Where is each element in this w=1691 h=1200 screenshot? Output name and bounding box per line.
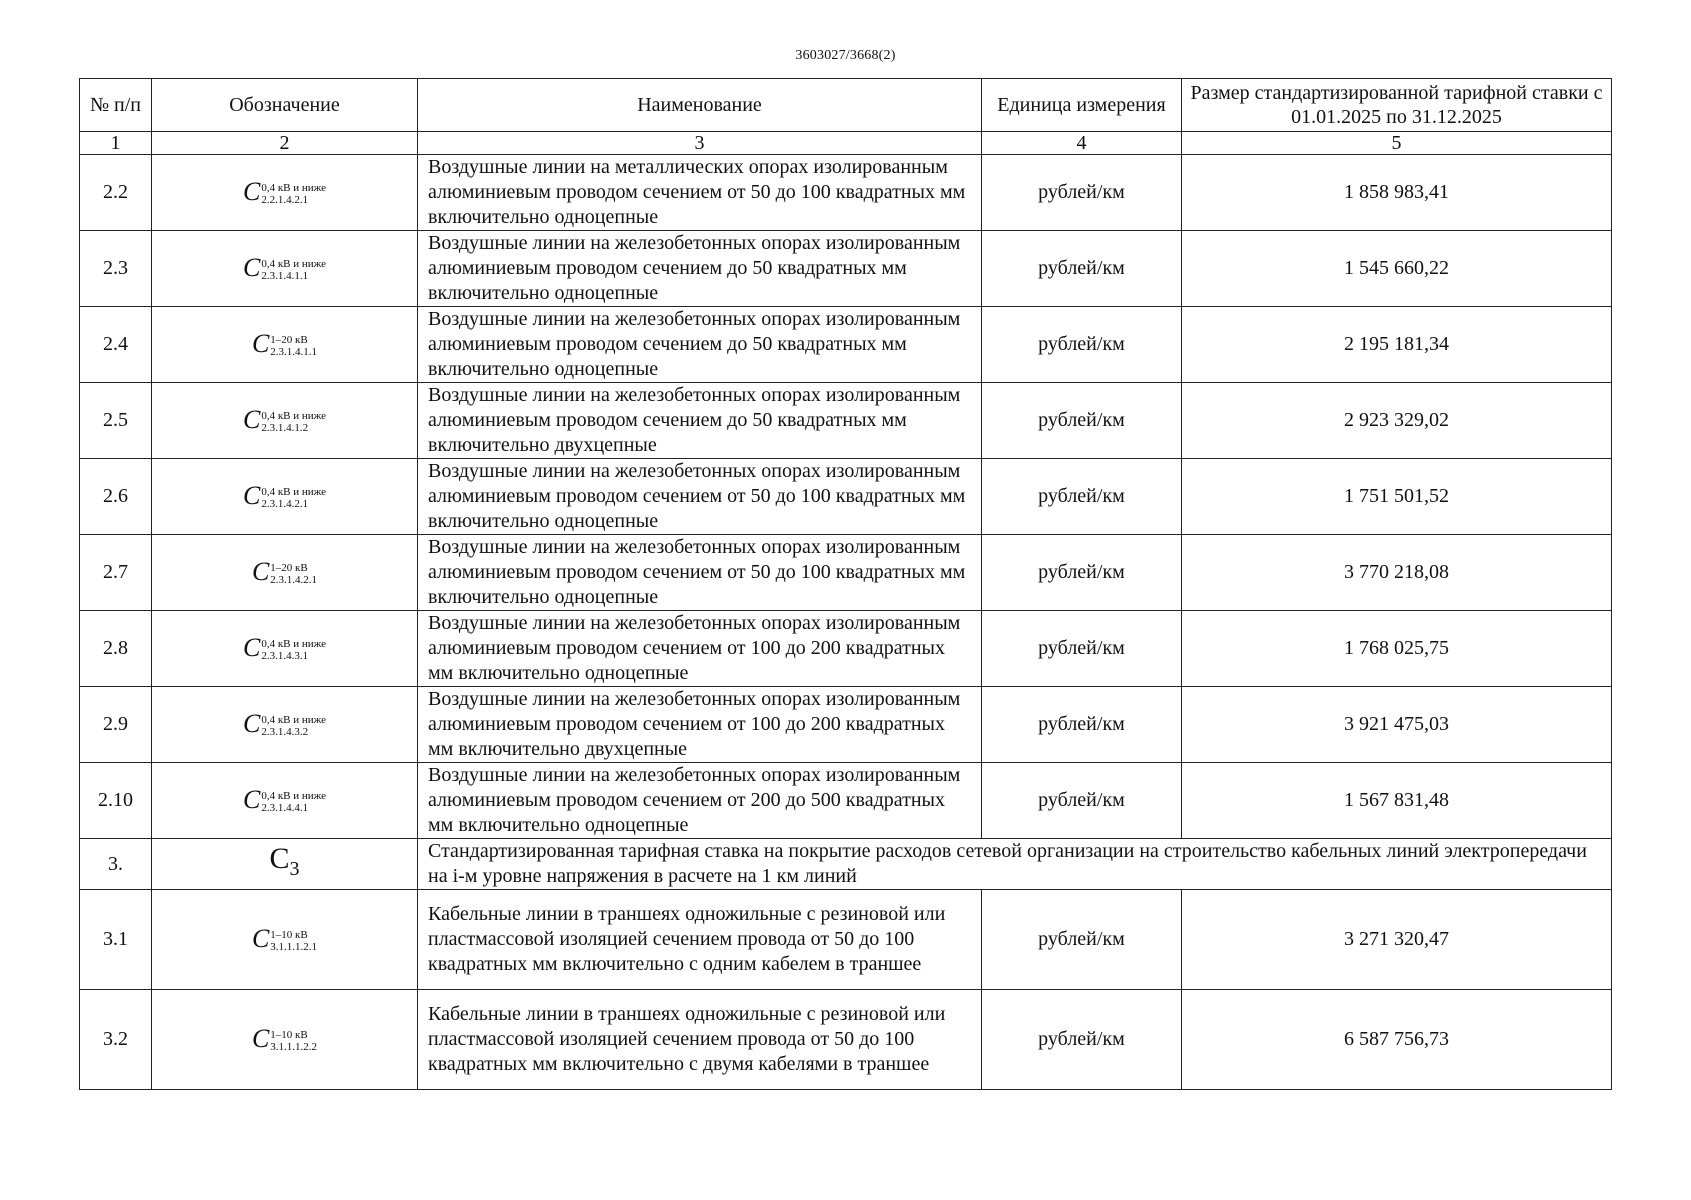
row-number: 2.4	[80, 307, 152, 383]
symbol-superscript: 1–10 кВ	[270, 928, 308, 941]
table-row	[80, 990, 1612, 1090]
row-value: 3 271 320,47	[1182, 890, 1612, 990]
row-unit: рублей/км	[982, 990, 1182, 1090]
symbol-superscript: 0,4 кВ и ниже	[261, 409, 327, 422]
symbol-subscript: 2.3.1.4.3.2	[261, 725, 309, 738]
symbol-base: C	[242, 404, 261, 434]
row-name: Воздушные линии на железобетонных опорах изолированным алюминиевым проводом сечением от 200 до 500 квадратных мм включительно одноцепные	[418, 763, 982, 839]
table-row	[80, 155, 1612, 231]
tariff-symbol	[243, 405, 326, 434]
designation-cell	[152, 990, 418, 1090]
symbol-indices	[261, 410, 326, 434]
table-row	[80, 611, 1612, 687]
row-value: 6 587 756,73	[1182, 990, 1612, 1090]
designation-cell	[152, 535, 418, 611]
symbol-subscript: 2.3.1.4.3.1	[261, 649, 309, 662]
symbol-subscript: 2.3.1.4.1.2	[261, 421, 309, 434]
symbol-subscript: 2.3.1.4.1.1	[270, 345, 318, 358]
designation-cell	[152, 611, 418, 687]
header-rate: Размер стандартизированной тарифной ставки с 01.01.2025 по 31.12.2025	[1182, 79, 1612, 132]
row-name: Воздушные линии на металлических опорах изолированным алюминиевым проводом сечением от 50 до 100 квадратных мм включительно одноцепные	[418, 155, 982, 231]
section-symbol-subscript: 3	[289, 858, 300, 880]
header-name: Наименование	[418, 79, 982, 132]
row-unit: рублей/км	[982, 611, 1182, 687]
table-row	[80, 231, 1612, 307]
symbol-base: C	[251, 1023, 270, 1053]
row-value: 1 768 025,75	[1182, 611, 1612, 687]
section-designation	[152, 839, 418, 890]
symbol-indices	[261, 790, 326, 814]
column-number: 2	[152, 132, 418, 155]
table-row	[80, 890, 1612, 990]
section-number: 3.	[80, 839, 152, 890]
symbol-superscript: 0,4 кВ и ниже	[261, 713, 327, 726]
row-value: 1 858 983,41	[1182, 155, 1612, 231]
row-name: Воздушные линии на железобетонных опорах изолированным алюминиевым проводом сечением до 50 квадратных мм включительно одноцепные	[418, 231, 982, 307]
row-unit: рублей/км	[982, 890, 1182, 990]
row-value: 3 921 475,03	[1182, 687, 1612, 763]
column-number: 1	[80, 132, 152, 155]
table-body	[80, 155, 1612, 1090]
row-unit: рублей/км	[982, 459, 1182, 535]
symbol-indices	[270, 1029, 317, 1053]
header-row	[80, 79, 1612, 132]
row-name: Воздушные линии на железобетонных опорах изолированным алюминиевым проводом сечением от 50 до 100 квадратных мм включительно одноцепные	[418, 535, 982, 611]
row-unit: рублей/км	[982, 763, 1182, 839]
column-number: 3	[418, 132, 982, 155]
row-number: 2.2	[80, 155, 152, 231]
row-number: 3.1	[80, 890, 152, 990]
row-unit: рублей/км	[982, 535, 1182, 611]
row-number: 3.2	[80, 990, 152, 1090]
symbol-base: C	[251, 923, 270, 953]
row-unit: рублей/км	[982, 307, 1182, 383]
symbol-indices	[270, 929, 317, 953]
designation-cell	[152, 155, 418, 231]
table-row	[80, 307, 1612, 383]
symbol-base: C	[242, 252, 261, 282]
symbol-base: C	[242, 784, 261, 814]
row-number: 2.5	[80, 383, 152, 459]
symbol-superscript: 0,4 кВ и ниже	[261, 637, 327, 650]
symbol-base: C	[242, 480, 261, 510]
document-number: 3603027/3668(2)	[795, 48, 896, 63]
tariff-symbol	[243, 633, 326, 662]
symbol-indices	[270, 562, 317, 586]
tariff-symbol	[252, 329, 317, 358]
symbol-superscript: 1–20 кВ	[270, 333, 308, 346]
row-unit: рублей/км	[982, 687, 1182, 763]
symbol-subscript: 2.3.1.4.2.1	[261, 497, 309, 510]
row-value: 3 770 218,08	[1182, 535, 1612, 611]
symbol-subscript: 2.3.1.4.4.1	[261, 801, 309, 814]
table-row	[80, 763, 1612, 839]
row-number: 2.6	[80, 459, 152, 535]
designation-cell	[152, 890, 418, 990]
table-row	[80, 535, 1612, 611]
tariff-symbol	[243, 785, 326, 814]
row-value: 1 567 831,48	[1182, 763, 1612, 839]
section-row	[80, 839, 1612, 890]
section-text: Стандартизированная тарифная ставка на покрытие расходов сетевой организации на строительство кабельных линий электропередачи на i-м уровне напряжения в расчете на 1 км линий	[418, 839, 1612, 890]
symbol-superscript: 0,4 кВ и ниже	[261, 789, 327, 802]
row-number: 2.10	[80, 763, 152, 839]
row-number: 2.9	[80, 687, 152, 763]
symbol-indices	[261, 258, 326, 282]
symbol-subscript: 2.3.1.4.1.1	[261, 269, 309, 282]
symbol-indices	[261, 182, 326, 206]
row-name: Воздушные линии на железобетонных опорах изолированным алюминиевым проводом сечением от 100 до 200 квадратных мм включительно одноцепные	[418, 611, 982, 687]
symbol-superscript: 0,4 кВ и ниже	[261, 181, 327, 194]
tariff-symbol	[252, 924, 317, 953]
column-number: 4	[982, 132, 1182, 155]
row-name: Воздушные линии на железобетонных опорах изолированным алюминиевым проводом сечением до 50 квадратных мм включительно одноцепные	[418, 307, 982, 383]
symbol-superscript: 0,4 кВ и ниже	[261, 485, 327, 498]
symbol-indices	[270, 334, 317, 358]
symbol-indices	[261, 714, 326, 738]
row-name: Воздушные линии на железобетонных опорах изолированным алюминиевым проводом сечением от 50 до 100 квадратных мм включительно одноцепные	[418, 459, 982, 535]
symbol-base: C	[242, 708, 261, 738]
row-value: 1 545 660,22	[1182, 231, 1612, 307]
column-number-row	[80, 132, 1612, 155]
tariff-symbol	[243, 253, 326, 282]
symbol-superscript: 0,4 кВ и ниже	[261, 257, 327, 270]
table-row	[80, 459, 1612, 535]
table-row	[80, 383, 1612, 459]
tariff-table	[79, 78, 1612, 1090]
symbol-subscript: 2.3.1.4.2.1	[270, 573, 318, 586]
symbol-base: C	[251, 556, 270, 586]
symbol-base: C	[251, 328, 270, 358]
row-unit: рублей/км	[982, 383, 1182, 459]
designation-cell	[152, 307, 418, 383]
tariff-symbol	[252, 557, 317, 586]
table-row	[80, 687, 1612, 763]
tariff-symbol	[243, 177, 326, 206]
header-num: № п/п	[80, 79, 152, 132]
designation-cell	[152, 459, 418, 535]
row-unit: рублей/км	[982, 155, 1182, 231]
row-name: Воздушные линии на железобетонных опорах изолированным алюминиевым проводом сечением до 50 квадратных мм включительно двухцепные	[418, 383, 982, 459]
symbol-base: C	[242, 176, 261, 206]
tariff-symbol	[243, 709, 326, 738]
row-name: Кабельные линии в траншеях одножильные с резиновой или пластмассовой изоляцией сечением провода от 50 до 100 квадратных мм включительно с двумя кабелями в траншее	[418, 990, 982, 1090]
row-number: 2.3	[80, 231, 152, 307]
designation-cell	[152, 687, 418, 763]
symbol-base: C	[242, 632, 261, 662]
designation-cell	[152, 763, 418, 839]
row-number: 2.8	[80, 611, 152, 687]
symbol-indices	[261, 638, 326, 662]
tariff-symbol	[252, 1024, 317, 1053]
header-designation: Обозначение	[152, 79, 418, 132]
symbol-subscript: 3.1.1.1.2.2	[270, 1040, 318, 1053]
row-name: Кабельные линии в траншеях одножильные с резиновой или пластмассовой изоляцией сечением провода от 50 до 100 квадратных мм включительно с одним кабелем в траншее	[418, 890, 982, 990]
row-value: 1 751 501,52	[1182, 459, 1612, 535]
row-value: 2 923 329,02	[1182, 383, 1612, 459]
row-name: Воздушные линии на железобетонных опорах изолированным алюминиевым проводом сечением от 100 до 200 квадратных мм включительно двухцепные	[418, 687, 982, 763]
designation-cell	[152, 231, 418, 307]
section-symbol: $C_3$	[269, 842, 300, 880]
row-unit: рублей/км	[982, 231, 1182, 307]
header-unit: Единица измерения	[982, 79, 1182, 132]
symbol-subscript: 3.1.1.1.2.1	[270, 940, 318, 953]
row-value: 2 195 181,34	[1182, 307, 1612, 383]
symbol-superscript: 1–10 кВ	[270, 1028, 308, 1041]
tariff-symbol	[243, 481, 326, 510]
column-number: 5	[1182, 132, 1612, 155]
row-number: 2.7	[80, 535, 152, 611]
symbol-superscript: 1–20 кВ	[270, 561, 308, 574]
designation-cell	[152, 383, 418, 459]
symbol-subscript: 2.2.1.4.2.1	[261, 193, 309, 206]
symbol-indices	[261, 486, 326, 510]
